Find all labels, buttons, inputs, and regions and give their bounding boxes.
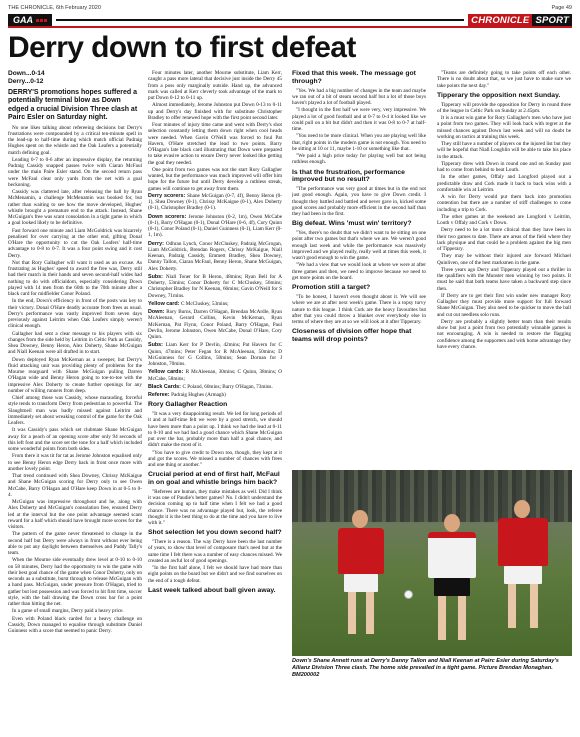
question-7: Promotion still a target? — [292, 284, 371, 292]
question-3: Last week talked about ball given away. — [148, 586, 276, 594]
team-listing-entry — [148, 369, 282, 382]
body-paragraph: "I thought in the first half we were very, very impressive. We played a lot of good football and at 0-7 to 0-4 it looked like we could pull on a bit but didn't and then it was 0-8 to 0-7 at half-time. — [292, 107, 426, 133]
team-listing-text: Jerome Johnston (0-2, 1m), Owen McCabe (0-1), Barry O'Hagan (0-1), Donal O'Hare (0-6, 4f), Cory Quinn (0-1), Conor Poland (0-1), Daniel Guinness (0-1), Liam Kerr (0-1, 1m). — [148, 213, 282, 239]
article-column-4 — [437, 70, 571, 468]
answer-2 — [148, 539, 282, 584]
body-paragraph: Derry need to be a lot more clinical than they have been in their two games to date. There are areas of the field where they lack physique and that could be a problem against the big men of Tipperary. — [437, 227, 571, 253]
body-paragraph: "Referees are human, they make mistakes as well. Did I think it was one of Paudie's better games? No. I didn't understand the decision coming up to half time when I felt we had a good chance. There was no advantage played but, look, the referee thought it is the best thing to do at the time and you have to live with it." — [148, 488, 282, 527]
body-paragraph: "To be honest, I haven't even thought about it. We will see where we are at after next week's game. There is a topsy turvy nature to this league. I think Cork are the heavy favourites but after that you could throw a blanket over everybody else in terms of where they are at so we will look at it after Tipperary. — [292, 294, 426, 326]
team-listing-text: C Poland, 60mins; Barry O'Hagan, 73mins. — [182, 383, 273, 390]
derry-player-right — [492, 500, 556, 650]
body-paragraph: "In the first half alone, I felt we should have had more than eight points on the board but we didn't and we find ourselves on the end of a tough defeat. — [148, 565, 282, 584]
team-listing-entry — [148, 392, 282, 398]
team-listing-text: Niall Toner for B Heron, 48mins; Ryan Bell for A Doherty, 53mins; Conor Doherty for C McCluskey, 56mins; Christopher Bradley for N Keenan, 66mins; Gavin O'Neill for S Downey, 71mins. — [148, 273, 282, 299]
running-head — [8, 3, 572, 12]
gaa-logo — [8, 14, 52, 26]
body-paragraph: In a game of small margins, Derry paid a heavy price. — [12, 608, 124, 615]
body-paragraph: McGuigan was impressive throughout and he, along with Alex Doherty and McGuigan's consolation free, ensured Derry led at the interval but the one point advantage seemed scant reward for a half which should have brought more scores for the visitors. — [8, 499, 142, 531]
body-paragraph: Cassidy was clattered late, after releasing the ball by Ryan McMenamin, a challenge McMenamin was booked for, but rather than waiting to see how the move developed, Hughes' whistle brought a premature end to the attack. Instead, Shane McGuigan's free was scant consolation in a tight game in which a goal looked likely to be definitive. — [8, 189, 142, 227]
body-paragraph: "It was a very disappointing result. We led for long periods of it and at half-time felt we were by a good stretch, we should have been more than a point up. I think we had the lead at 0-11 to 0-10 and we had had a good chance which Shane McGuigan put over the bar, probably more than half a goal chance, and didn't make the most of it. — [148, 411, 282, 449]
body-paragraph: Derry are probably a slightly better team than their results show but just a point from two potentially winnable games is not encouraging. A win is needed to restore the flagging confidence among the supporters and with home advantage they have every chance. — [437, 318, 571, 350]
body-paragraph: In the other games, Offaly and Longford played out a predictable draw and Cork made it back to back wins with a comfortable win at Leitrim. — [437, 174, 571, 193]
body-paragraph: No one likes talking about refereeing decisions but Derry's frustrations were compounded by a critical ten-minute spell in the lead-up to half-time during which match official Padraig Hughes spent on the whistle and the Oak Leafers a potentially match defining goal. — [8, 124, 142, 156]
body-paragraph: Gallagher had sent a clear message to his players with six changes from the side held by Leitrim in Celtic Park as Cassidy, Shea Downey, Benny Heron, Alex Doherty, Shane McGuigan and Niall Keenan were all drafted in to start. — [8, 330, 142, 356]
photo-caption: Down's Shane Annett runs at Derry's Danny Tallon and Niall Keenan at Pairc Esler during Saturday's Allianz Division Three clash. The home side prevailed in a tight game. Picture Brendan Monaghan. BM200002 — [292, 658, 559, 678]
body-paragraph: In the end, Down's efficiency in front of the posts was key to their victory. Donal O'Hare deadly accurate from frees as usual. Derry's performance was vastly improved from seven days previously against Leitrim when Oak Leafers simply weren't clinical enough. — [8, 298, 142, 330]
body-paragraph: If Derry are to get their first win under new manager Rory Gallagher they must provide more support for full forward Shane McGuigan. They also need to be quicker to move the ball and cut out needless solo runs. — [437, 292, 571, 318]
body-paragraph: Even with Poland black carded for a heavy challenge on Cassidy, Down managed to equalise through substitute Daniel Guinness with a score that seemed to panic Derry. — [8, 615, 142, 635]
answer-5 — [292, 186, 426, 217]
body-paragraph: The other games at the weekend are Longford v Leitrim, Louth v Offaly and Cork v Down. — [437, 213, 571, 227]
headline: Derry down to first defeat — [8, 31, 356, 64]
answer-6 — [292, 230, 426, 281]
question-8: Closeness of division offer hope that teams will drop points? — [292, 328, 412, 344]
team-listings — [148, 193, 282, 399]
team-listing-text: Rory Burns, Darren O'Hagan, Brendan McArdle, Ryan McAleenan, Gerard Collins, Kevin McKernan, Ryan McKernan, Pat Flynn, Conor Poland, Barry O'Hagan, Paul Devlin, Jerome Johnston, Owen McCabe, Donal O'Hare, Cory Quinn. — [148, 309, 282, 340]
body-paragraph: The pattern of the game never threatened to change in the second half but Derry were always in front without ever being able to put any daylight between themselves and Paddy Tally's team. — [8, 531, 142, 557]
team-listing-text: Padraig Hughes (Armagh) — [171, 392, 226, 398]
team-listing-label: Derry: — [148, 240, 166, 247]
team-listing-label: Subs: — [148, 273, 166, 280]
standfirst: DERRY'S promotions hopes suffered a potentially terminal blow as Down edged a crucial Division Three clash at Pairc Esler on Saturday night. — [8, 89, 138, 122]
body-paragraph: Four minutes of injury time came and went with Derry's shot selection constantly letting them down right when cool heads were needed. When Gavin O'Neill was forced to foul Pat Havern, O'Hare stretched the lead to two points. Barry O'Hagan's late black card illustrating that Down were prepared to take evasive action to ensure Derry never looked like getting the goal they needed. — [148, 122, 282, 166]
body-paragraph: Tipperary will provide the opposition for Derry in round three of the league in Celtic Park on Sunday at 2.45pm. — [437, 101, 571, 114]
body-paragraph: It was Cassidy's pass which set clubmate Shane McGuigan away for a peach of an opening score after only 94 seconds of this left foot and the score set the tone for a half which included some wonderful points from both sides. — [8, 427, 142, 453]
body-paragraph: They still have a number of players on the injured list but they will be hopeful that Niall Loughlin will be able to take his place in the attack. — [437, 141, 571, 160]
article-column-3 — [292, 70, 426, 468]
body-paragraph: They may be without their injured ace forward Michael Quinliven, one of the best marksmen in the game. — [437, 253, 571, 266]
team-listing-text: Odhran Lynch, Conor McCluskey, Padraig McGrogan, Liam McGoldrick, Brendan Rogers, Chrissy McKaigue, Niall Keenan, Padraig Cassidy, Emmett Bradley, Shea Downey, Danny Tallon, Ciaran McFaul, Benny Heron, Shane McGuigan, Alex Doherty. — [148, 240, 282, 272]
body-paragraph: Leading 0-7 to 0-6 after an impressive display, the returning Padraig Cassidy snapped passes twice with Ciaran McFaul under the main Paire Esler stand. On the second return pass were McFaul clear only yards from the net with a goal beckoning. — [8, 156, 142, 188]
body-paragraph: Four minutes later, another Mourne substitute, Liam Kerr, caught a pass more lateral that decisive just inside the Derry 45 from a poss only marginally outside. Hand up, the advanced mark was called at Kerr cleverly took advantage of the mark to put Down 0-12 to 0-11 up. — [148, 70, 282, 101]
answer-4 — [292, 88, 426, 166]
tipperary-body — [437, 102, 571, 351]
body-paragraph: It is a must win game for Rory Gallagher's men who have just a point from two games. They will look back with regret at the missed chances against Down last week and will no doubt be working on tactics at training this week. — [437, 115, 571, 140]
body-paragraph: "Teams are definitely going to take points off each other. There is no doubt about that, so we just have to make sure we take points the next day." — [437, 70, 571, 89]
section-band — [8, 14, 572, 28]
question-6: Big defeat. Wins 'must win' territory? — [292, 220, 412, 228]
body-paragraph: A win for Derry would put them back into promotion contention but there are a number of stiff challenges to come including a trip to Cork. — [437, 194, 571, 213]
body-paragraph: Three years ago Derry and Tipperary played out a thriller in the qualifiers with the Munster men winning by two points. It must be said that both teams have taken a backward step since then. — [437, 266, 571, 292]
body-paragraph: "We paid a high price today for playing well but not being ruthless enough. — [292, 153, 426, 166]
body-paragraph: "We had a view that we would look at where we were at after three games and then, we need to improve because we need to get more points on the board. — [292, 262, 426, 281]
sport-logo-text: SPORT — [532, 14, 572, 26]
body-paragraph: Tipperary drew with Down in round one and on Sunday past had to come from behind to beat Louth. — [437, 160, 571, 174]
question-2: Shot selection let you down second half? — [148, 529, 282, 537]
body-paragraph: That trend continued with Shea Downey, Chrissy McKaigue and Shane McGuigan scoring for Derry only to see Owen McCabe, Barry O'Hagan and O'Hare keep Down in at 0-5 to 0-4. — [8, 473, 142, 498]
question-1: Crucial period at end of first half, McFaul in on goal and whistle brings him back? — [148, 471, 280, 487]
question-4: Fixed that this week. The message got through? — [292, 70, 416, 85]
body-paragraph: Not that Rory Gallagher will want it used as an excuse. As frustrating as Hughes' speed to award the free was, Derry still had their match in their hands and seven second-half wides had nothing to do with officialdom, especially considering Down played with 14 men from the 60th to the 70th minute after a black card for midfielder Conor Poland. — [8, 259, 142, 298]
body-paragraph: From there it was tit for tat as Jerome Johnston equalised only to see Benny Heron edge Derry back in front once more with another lovely point. — [8, 453, 142, 472]
body-paragraph: "The performance was very good at times but in the end not just good enough. Again, you have to give Down credit. I thought they battled and battled and never gave in, kicked some good scores and probably more efficient in the second half than they had been in the first. — [292, 186, 426, 218]
team-listing-text: Liam Kerr for P Devlin, 42mins; Pat Havern for C Quinn, 47mins; Peter Fegan for R McAleenan, 50mins; D McGuinness for G Collins, 50mins; Sean Dornan for J Johnston, 70mins. — [148, 342, 282, 367]
gaa-logo-dots-icon — [36, 19, 47, 22]
team-listing-label: Down: — [148, 309, 167, 315]
team-listing-label: Down scorers: — [148, 213, 189, 220]
chronicle-logo-text: CHRONICLE — [468, 14, 532, 26]
team-listing-entry — [148, 384, 282, 390]
chronicle-sport-logo — [468, 14, 572, 26]
reaction-subhead: Rory Gallagher Reaction — [148, 401, 228, 409]
down-player-center — [422, 514, 482, 654]
team-listing-label: Derry scorers: — [148, 192, 188, 199]
article-column-2 — [148, 70, 282, 730]
team-listing-label: Black Cards: — [148, 383, 183, 390]
team-listing-entry — [148, 214, 282, 239]
team-listing-entry — [148, 241, 282, 272]
derry-player-left — [332, 510, 392, 650]
body-paragraph: Almost immediately, Jerome Johnston put Down 0-13 to 0-11 up and Derry's day finished with for substitute Christopher Bradley to offer renewed hope with the first point second later. — [148, 102, 282, 121]
body-paragraph: When the Mourne side eventually drew level at 0-10 to 0-10 on 58 minutes, Derry had the opportunity to win the game with their best goal chance of the game when Conor Doherty, only on seconds as a substitute, burst through to release McGuigan with a hand pass. McGuigan, under pressure from O'Hagan, tried to gather but lost possession and was forced to hit first time, soccer style, with the ball drawing the Down cross bar for a point rather than hitting the net. — [8, 557, 142, 608]
team-listing-label: Referee: — [148, 392, 172, 398]
running-head-date: THE CHRONICLE, 6th February 2020 — [8, 4, 101, 11]
team-listing-text: C McCluskey, 53mins; — [180, 300, 229, 307]
team-listing-text: Shane McGuigan (0-7, 4f), Benny Heron (0-1), Shea Downey (0-1), Chrissy McKaigue (0-1), Alex Doherty (0-1), Christopher Bradley (0-1). — [148, 192, 282, 212]
tipperary-subhead: Tipperary the opposition next Sunday. — [437, 91, 561, 99]
football-icon — [404, 590, 413, 599]
team-listing-label: Yellow cards: — [148, 369, 186, 376]
score-line-down: Down...0-14 — [8, 70, 45, 77]
body-paragraph: "There is a reason. The way Derry have been the last number of years, to show that level of composure that's need but at the same time I felt there was a number of easy chances missed. We created an awful lot of good openings. — [148, 539, 282, 564]
team-listing-label: Yellow card: — [148, 300, 181, 307]
running-head-page: Page 49 — [551, 4, 572, 11]
team-listing-text: R McAleenan, 30mins; C Quinn, 38mins; O McCabe, 58mins; — [148, 369, 282, 382]
team-listing-entry — [148, 309, 282, 340]
answer-7 — [292, 294, 426, 325]
body-paragraph: Fast forward one minute and Liam McGoldrick was bizarrely penalised for over carrying at the other end, gifting Donal O'Hare the opportunity to cut the Oak Leafers' half-time advantage to 0-8 to 0-7. It was a four point swing and it cost Derry. — [8, 227, 142, 259]
body-paragraph: "Yes. We had a big number of changes in the team and maybe we ran out of a bit of steam second half but a lot of those boys haven't played a lot of football played. — [292, 87, 426, 107]
team-listing-entry — [148, 342, 282, 367]
match-photo — [292, 470, 572, 656]
question-5: Is that the frustration, performance improved but no result? — [292, 168, 405, 184]
body-paragraph: "You need to be more clinical. When you are playing well like that, right points in the modern game is not enough. You need to be sitting at 10 or 11, maybe 1-10 or something like that. — [292, 133, 426, 152]
band-rule — [56, 19, 464, 21]
reaction-body — [148, 411, 282, 468]
article-column-1 — [8, 70, 142, 730]
answer-1 — [148, 489, 282, 527]
body-paragraph: Chief among those was Cassidy, whose marauding, forceful style tends to transform Derry from pedestrian to powerful. The Slaughtneil man was badly missed against Leitrim and immediately set about wreaking control of the game for the Oak Leafers. — [8, 395, 142, 427]
team-listing-entry — [148, 274, 282, 299]
column-4-body — [437, 70, 571, 89]
body-paragraph: "You have to give credit to Down too, though, they kept at it and got the scores. We missed a number of chances with frees and one thing or another." — [148, 449, 282, 469]
column-1-body — [8, 125, 142, 635]
team-listing-entry — [148, 301, 282, 307]
column-2-body — [148, 70, 282, 192]
team-listing-label: Subs: — [148, 342, 166, 349]
gaa-logo-text: GAA — [13, 15, 33, 25]
body-paragraph: Down deployed Ryan McKernan as a sweeper, but Derry's fluid attacking unit was providing plenty of problems for the Mourne rearguard with Shane McGuigan pulling Darren O'Hagan wide and Benny Heron going to toe-to-toe with the impressive Alex Doherty to create further openings for any number of willing runners from deep. — [8, 356, 142, 394]
body-paragraph: "Yes, there's no doubt that we didn't want to be sitting on one point after two games but that's where we are. We weren't good enough last week and while the performance was massively improved and we played really, really well at times this week, it wasn't good enough to win the game. — [292, 230, 426, 262]
team-listing-entry — [148, 193, 282, 212]
body-paragraph: One point from two games was not the start Rory Gallagher wanted, but the performance was much improved will offer him hope for the future but until Derry develop a ruthless streak, games will continue to get away from them. — [148, 166, 282, 192]
score-line-derry: Derry...0-12 — [8, 78, 44, 85]
